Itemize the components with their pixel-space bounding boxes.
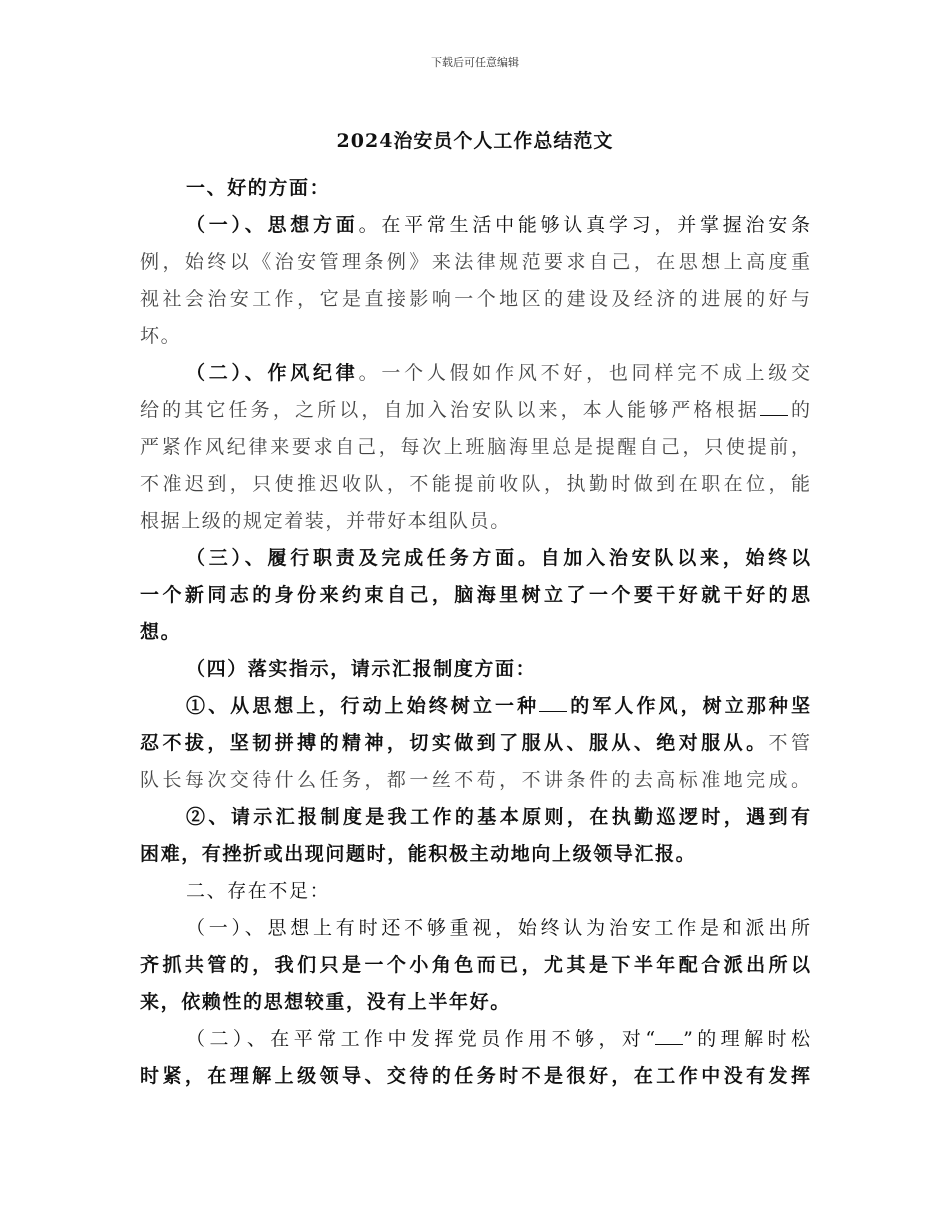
paragraph-line [140,1021,810,1058]
line-text: ”的理解时松 [683,1028,811,1050]
line-text: 的军人作风，树立那种坚 [567,695,810,717]
line-text: 。在平常生活中能够认真学习，并掌握治安条 [358,214,810,236]
paragraph-line: 根据上级的规定着装，并带好本组队员。 [140,510,511,532]
line-text: 的 [787,399,810,421]
line-text: 给的其它任务，之所以，自加入治安队以来，本人能够严格根据 [140,399,760,421]
header-note: 下载后可任意编辑 [431,56,519,69]
paragraph-line: 严紧作风纪律来要求自己，每次上班脑海里总是提醒自己，只使提前， [140,436,810,458]
line-text: 不管 [768,732,810,754]
paragraph-line: 一个新同志的身份来约束自己，脑海里树立了一个要干好就干好的思 [140,584,810,606]
line-text: （二）、在平常工作中发挥党员作用不够，对“ [186,1028,656,1050]
paragraph-line: 困难，有挫折或出现问题时，能积极主动地向上级领导汇报。 [140,843,697,865]
paragraph-line: 坏。 [140,325,182,347]
blank-underline [655,1022,683,1045]
line-text: ①、从思想上，行动上始终树立一种 [186,695,540,717]
paragraph-line [140,392,810,429]
paragraph-line [140,355,810,392]
paragraph-line [140,725,810,762]
subheading-text: （二）、作风纪律 [186,362,359,384]
paragraph-line: 不准迟到，只使推迟收队，不能提前收队，执勤时做到在职在位，能 [140,473,810,495]
subheading-text: （一）、思想方面 [186,214,359,236]
paragraph-line: ②、请示汇报制度是我工作的基本原则，在执勤巡逻时，遇到有 [186,806,810,828]
subheading-line: （四）落实指示，请示汇报制度方面： [186,658,537,680]
section-heading: 二、存在不足： [186,880,331,902]
paragraph-line [140,688,810,725]
paragraph-line: 例，始终以《治安管理条例》来法律规范要求自己，在思想上高度重 [140,251,810,273]
paragraph-line: 视社会治安工作，它是直接影响一个地区的建设及经济的进展的好与 [140,288,810,310]
section-heading: 一、好的方面： [186,177,331,199]
paragraph-line: 来，依赖性的思想较重，没有上半年好。 [140,991,511,1013]
blank-underline [539,689,567,712]
paragraph-line: 齐抓共管的，我们只是一个小角色而已，尤其是下半年配合派出所以 [140,954,810,976]
paragraph-line: 想。 [140,621,182,643]
paragraph-line: 时紧，在理解上级领导、交待的任务时不是很好，在工作中没有发挥 [140,1065,810,1087]
line-text: 。一个人假如作风不好，也同样完不成上级交 [358,362,810,384]
blank-underline [760,393,788,416]
document-title: 2024治安员个人工作总结范文 [336,130,614,152]
paragraph-line [140,207,810,244]
paragraph-line: （三）、履行职责及完成任务方面。自加入治安队以来，始终以 [186,547,810,569]
line-text: 忍不拔，坚韧拼搏的精神，切实做到了服从、服从、绝对服从。 [140,732,769,754]
paragraph-line: （一）、思想上有时还不够重视，始终认为治安工作是和派出所 [186,917,810,939]
document-body [140,170,810,1095]
paragraph-line: 队长每次交待什么任务，都一丝不苟，不讲条件的去高标准地完成。 [140,769,810,791]
